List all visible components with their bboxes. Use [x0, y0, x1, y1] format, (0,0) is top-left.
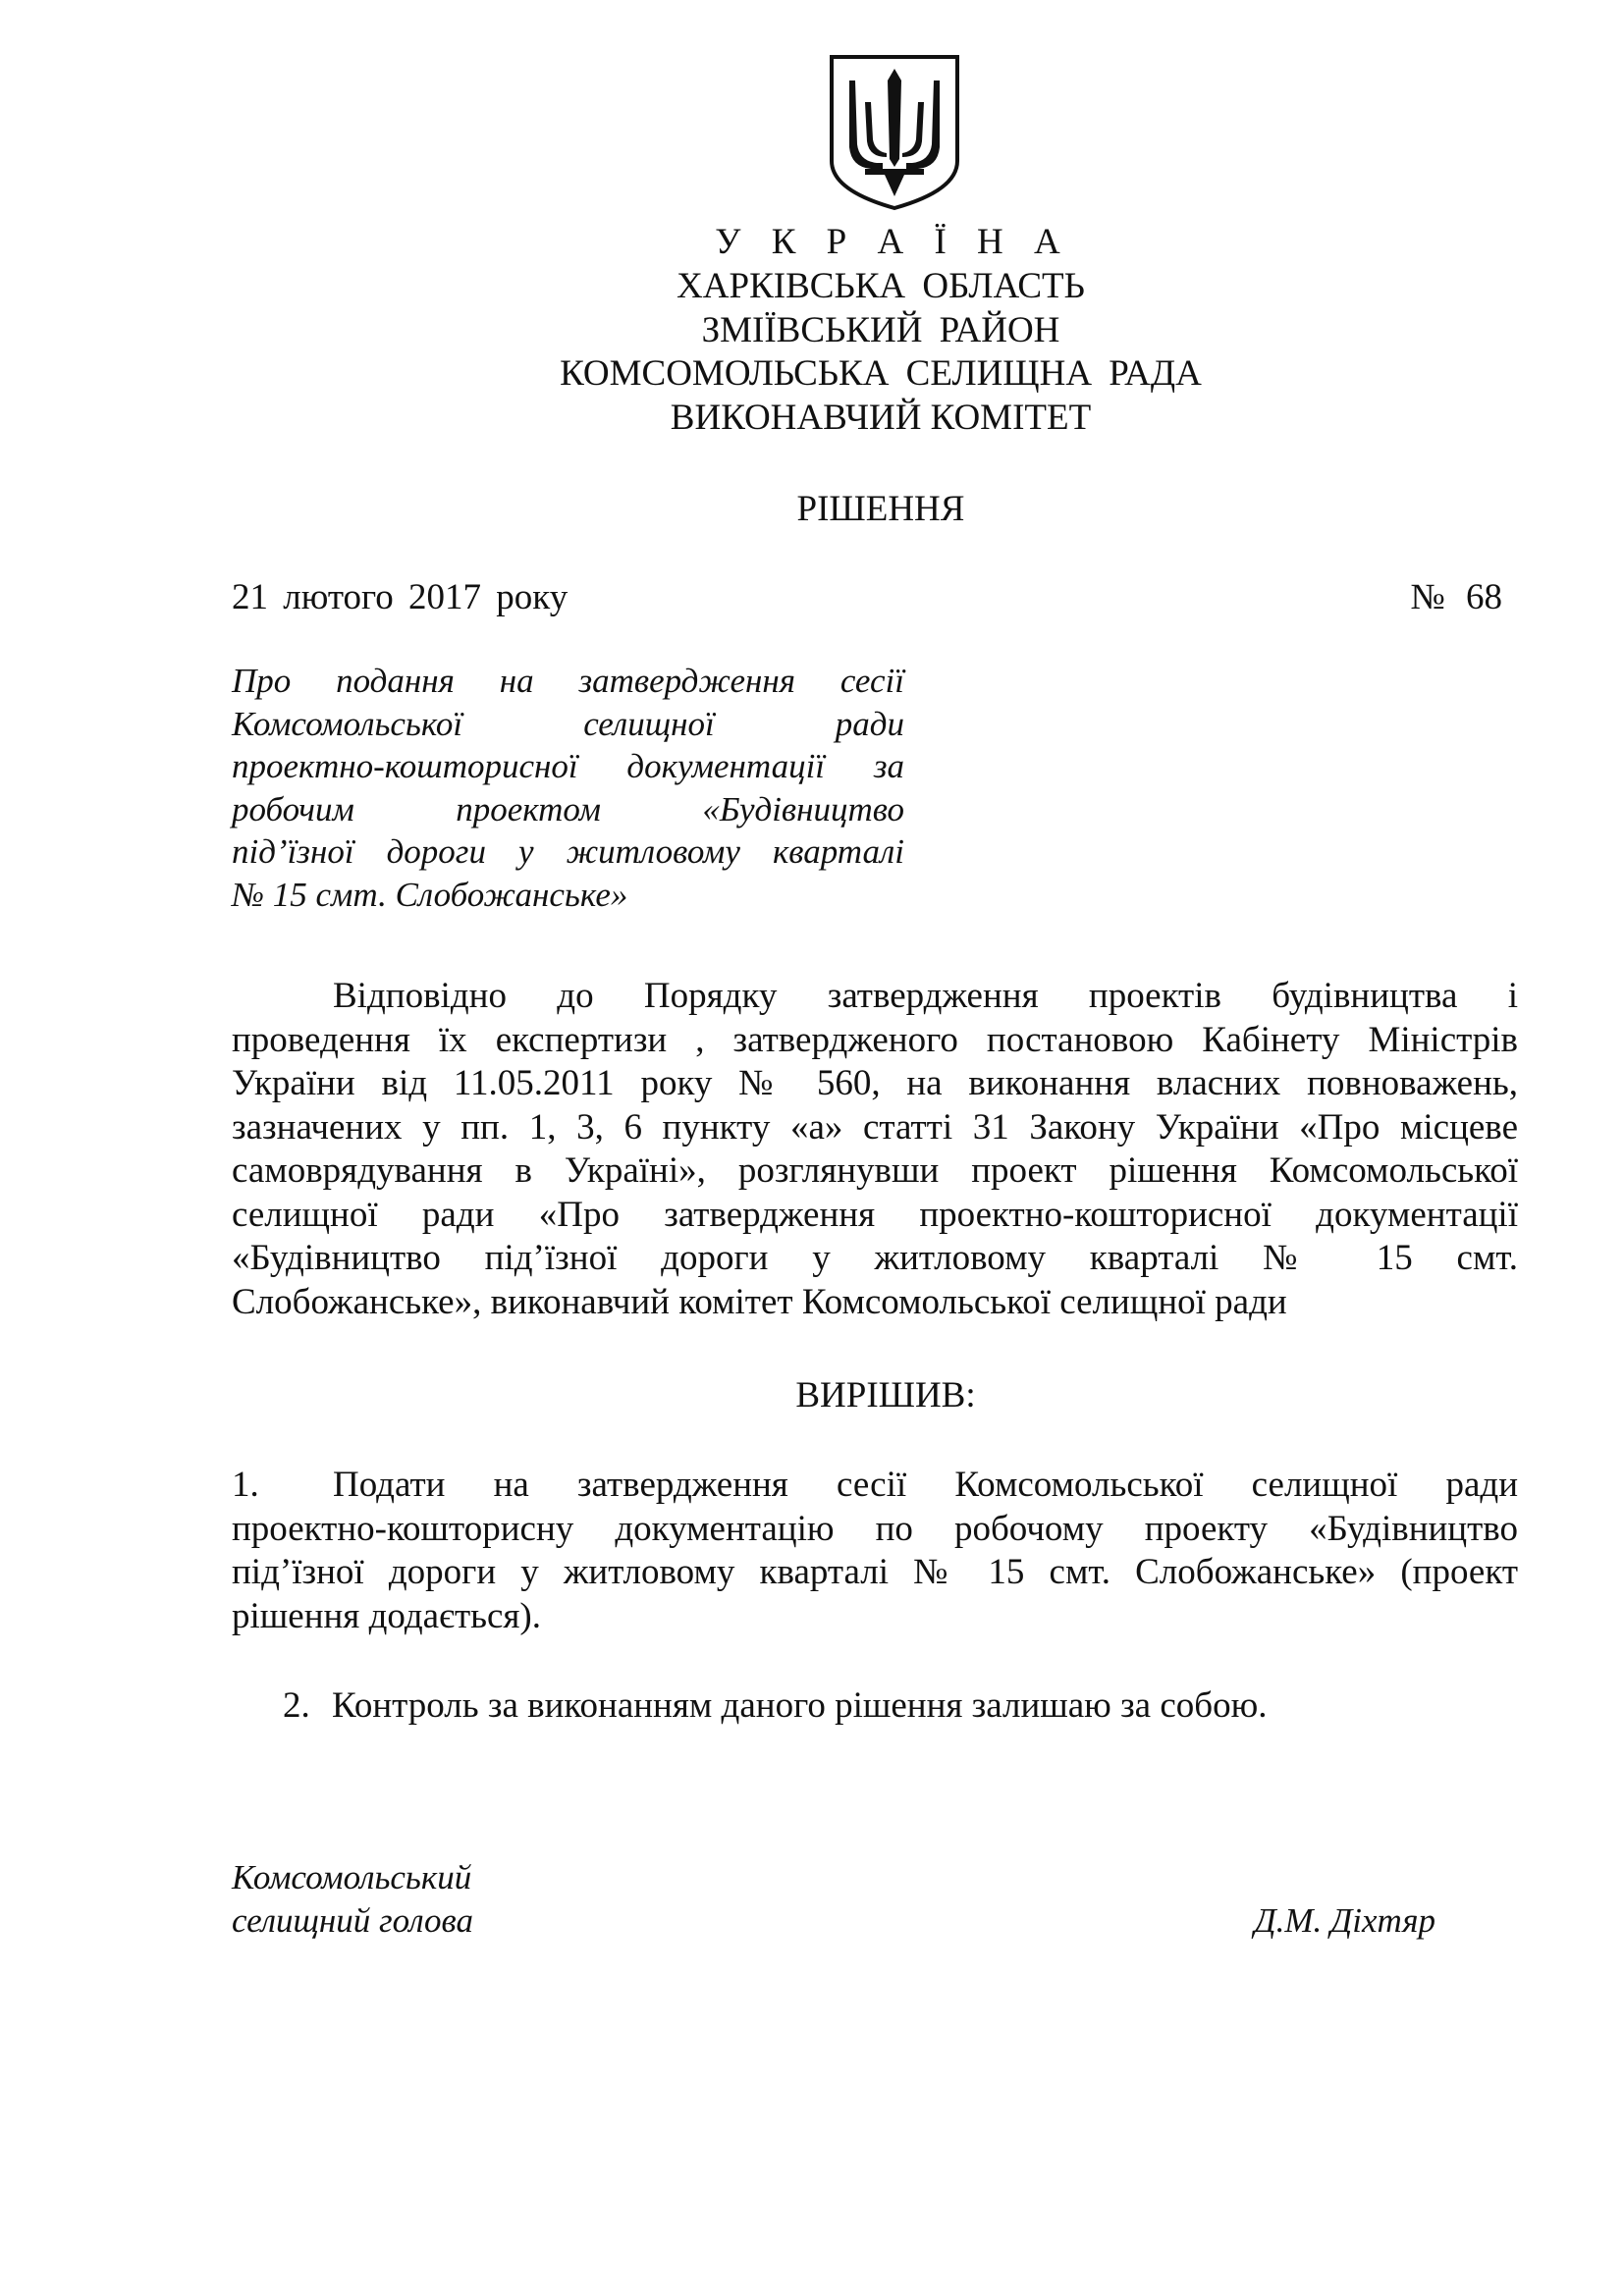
item-text: Подати на затвердження сесії Комсомольської селищної ради [333, 1465, 1518, 1505]
signatory-title-line: Комсомольський [232, 1858, 472, 1896]
preamble-line: самоврядування в Україні», розглянувши проект рішення Комсомольської [232, 1150, 1518, 1191]
item-number: 1. [232, 1465, 259, 1505]
district-heading: ЗМІЇВСЬКИЙ РАЙОН [701, 310, 1060, 350]
region-heading: ХАРКІВСЬКА ОБЛАСТЬ [677, 266, 1085, 306]
subject-line: під’їзної дороги у житловому кварталі [232, 832, 904, 871]
preamble-line: України від 11.05.2011 року № 560, на виконання власних повноважень, [232, 1063, 1518, 1103]
preamble-line: зазначених у пп. 1, 3, 6 пункту «а» статті 31 Закону України «Про місцеве [232, 1106, 1518, 1148]
subject-line: Про подання на затвердження сесії [232, 662, 904, 700]
document-type-title: РІШЕННЯ [796, 489, 965, 529]
item-number: 2. [283, 1685, 310, 1726]
signatory-title-line: селищний голова [232, 1901, 473, 1940]
item-line: під’їзної дороги у житловому кварталі № 15 смт. Слобожанське» (проект [232, 1552, 1518, 1592]
preamble-paragraph [232, 975, 1518, 1324]
signatory-name: Д.М. Діхтяр [1254, 1901, 1435, 1940]
item-line: проектно-кошторисну документацію по робочому проекту «Будівництво [232, 1508, 1518, 1549]
committee-heading: ВИКОНАВЧИЙ КОМІТЕТ [670, 398, 1092, 438]
council-heading: КОМСОМОЛЬСЬКА СЕЛИЩНА РАДА [560, 353, 1202, 394]
preamble-line: «Будівництво під’їзної дороги у житловому кварталі № 15 смт. [232, 1238, 1518, 1278]
resolution-item-2 [283, 1684, 1268, 1728]
resolution-item-1 [232, 1464, 1518, 1638]
preamble-line: селищної ради «Про затвердження проектно-кошторисної документації [232, 1194, 1518, 1235]
subject-line: проектно-кошторисної документації за [232, 747, 904, 785]
item-line: рішення додається). [232, 1595, 542, 1636]
subject-line: № 15 смт. Слобожанське» [232, 875, 628, 914]
decision-subject [232, 660, 904, 916]
subject-line: Комсомольської селищної ради [232, 704, 904, 743]
resolve-heading: ВИРІШИВ: [795, 1375, 976, 1415]
preamble-line: проведення їх експертизи , затвердженого постановою Кабінету Міністрів [232, 1019, 1518, 1060]
subject-line: робочим проектом «Будівництво [232, 789, 904, 828]
item-text: Контроль за виконанням даного рішення залишаю за собою. [332, 1685, 1268, 1726]
decision-date: 21 лютого 2017 року [232, 577, 568, 617]
preamble-line: Відповідно до Порядку затвердження проектів будівництва і [333, 976, 1518, 1016]
country-heading: У К Р А Ї Н А [715, 222, 1071, 262]
item-line [232, 1464, 1518, 1508]
decision-number: № 68 [1410, 577, 1502, 617]
signatory-title [232, 1856, 473, 1943]
preamble-line: Слобожанське», виконавчий комітет Комсомольської селищної ради [232, 1281, 1287, 1322]
trident-coat-of-arms-icon [826, 51, 963, 213]
